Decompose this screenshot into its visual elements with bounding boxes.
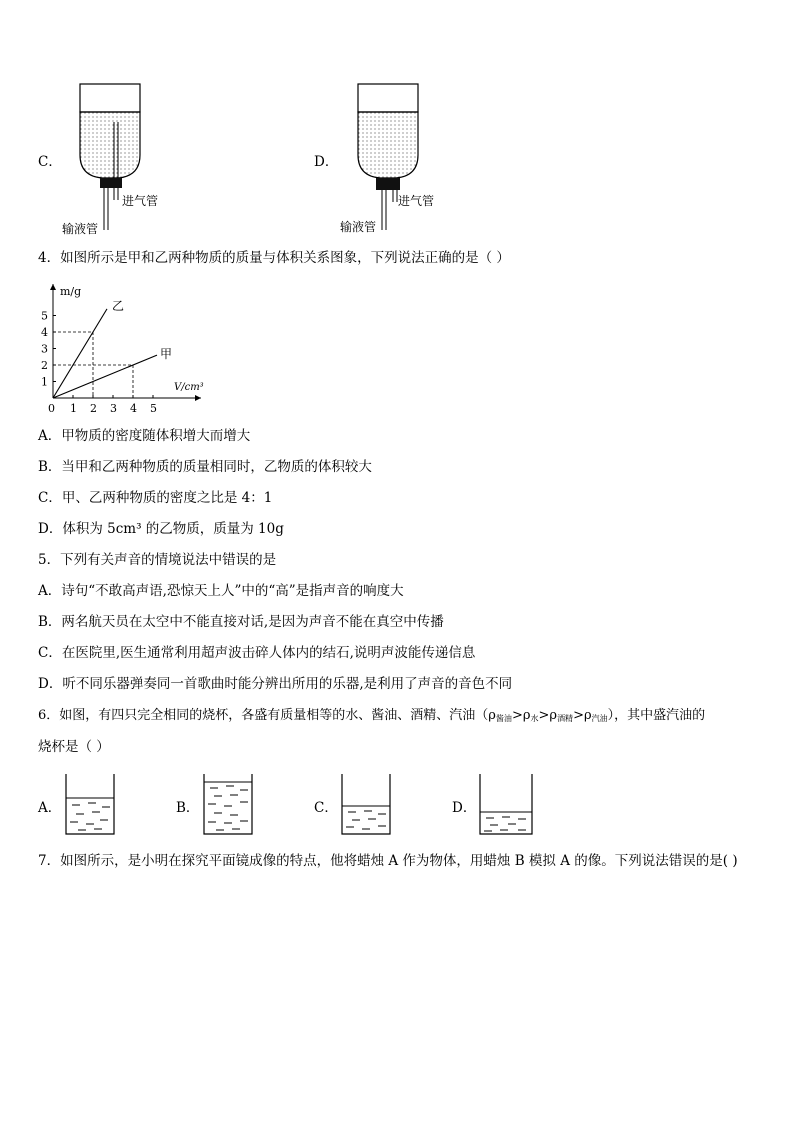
q6-option-a-label[interactable]: A． [38,800,62,816]
q3-option-c-label[interactable]: C． [38,154,62,170]
q5-option-d[interactable]: D．听不同乐器弹奏同一首歌曲时能分辨出所用的乐器,是利用了声音的音色不同 [38,676,513,692]
q6-stem-part1: 6．如图，有四只完全相同的烧杯，各盛有质量相等的水、酱油、酒精、汽油（ [38,708,489,723]
q4-option-c[interactable]: C．甲、乙两种物质的密度之比是 4：1 [38,490,273,506]
sub-water: 水 [530,714,539,723]
q5-option-b[interactable]: B．两名航天员在太空中不能直接对话,是因为声音不能在真空中传播 [38,614,444,630]
q3-d-air-label: 进气管 [398,194,435,208]
q3-d-liquid-label: 输液管 [340,220,377,234]
q3-figure-c [60,80,170,235]
y-axis-arrow-icon [50,284,56,290]
q6-beaker-b[interactable] [200,772,256,838]
y-tick-label-3: 3 [41,342,48,356]
stopper [100,178,122,188]
q6-stem-line2: 烧杯是（ ） [38,739,110,755]
rho-symbol: ρ [488,708,496,723]
y-tick-label-1: 1 [41,375,48,389]
bottle-body [80,112,140,178]
sub-alcohol: 酒精 [557,714,574,723]
q3-c-liquid-label: 输液管 [62,222,99,236]
q4-stem: 4．如图所示是甲和乙两种物质的质量与体积关系图象，下列说法正确的是（ ） [38,250,510,266]
rho-symbol: ρ [549,708,558,723]
sub-soy: 酱油 [495,714,512,723]
q6-beaker-d[interactable] [476,772,538,838]
q4-graph [36,280,216,418]
x-axis-arrow-icon [195,395,201,401]
q7-stem: 7．如图所示，是小明在探究平面镜成像的特点，他将蜡烛 A 作为物体，用蜡烛 B 模拟 A 的像。下列说法错误的是( ) [38,853,738,869]
gt-1: > [511,708,523,723]
x-tick-label-5: 5 [150,402,157,415]
sub-gas: 汽油 [591,714,608,723]
line-jia-label: 甲 [160,347,173,361]
q6-option-b-label[interactable]: B． [176,800,200,816]
line-yi-label: 乙 [112,299,125,313]
series-line-乙 [53,309,107,398]
q5-option-c[interactable]: C．在医院里,医生通常利用超声波击碎人体内的结石,说明声波能传递信息 [38,645,476,661]
bottle-top [80,84,140,112]
x-tick-label-2: 2 [90,402,97,415]
x-axis-label: V/cm³ [174,382,204,393]
series-line-甲 [53,355,157,398]
gt-2: > [538,708,550,723]
rho-symbol: ρ [522,708,531,723]
q3-option-d-label[interactable]: D． [314,154,339,170]
q4-option-a[interactable]: A．甲物质的密度随体积增大而增大 [38,428,251,444]
y-tick-label-4: 4 [41,326,48,339]
x-tick-label-1: 1 [70,402,77,415]
y-tick-label-2: 2 [41,359,48,372]
q3-c-air-label: 进气管 [122,194,159,208]
y-tick-label-5: 5 [41,309,48,323]
q5-option-a[interactable]: A．诗句“不敢高声语,恐惊天上人”中的“高”是指声音的响度大 [38,583,404,599]
q6-option-d-label[interactable]: D． [452,800,477,816]
rho-symbol: ρ [583,708,592,723]
q4-option-d[interactable]: D．体积为 5cm³ 的乙物质，质量为 10g [38,521,284,537]
q6-beaker-a[interactable] [62,772,118,838]
gt-3: > [573,708,584,723]
x-tick-label-4: 4 [130,402,137,415]
q6-option-c-label[interactable]: C． [314,800,338,816]
q4-option-b[interactable]: B．当甲和乙两种物质的质量相同时，乙物质的体积较大 [38,459,372,475]
q5-stem: 5．下列有关声音的情境说法中错误的是 [38,552,277,568]
q6-beaker-c[interactable] [338,772,394,838]
origin-label: 0 [48,402,55,415]
x-tick-label-3: 3 [110,402,117,415]
q3-figure-d [338,80,448,235]
y-axis-label: m/g [60,285,82,298]
q6-stem-part2: ），其中盛汽油的 [607,708,706,723]
q6-stem-line1 [38,707,705,728]
